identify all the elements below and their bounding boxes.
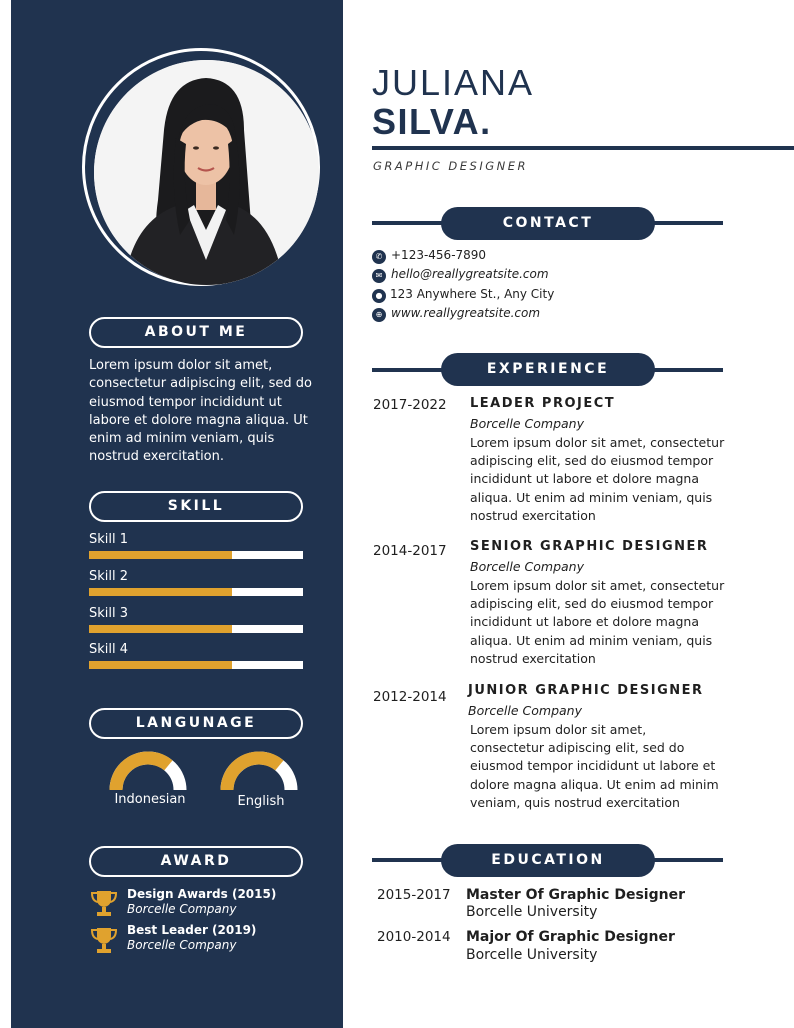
experience-years: 2014-2017: [373, 543, 447, 559]
globe-icon: ⊕: [372, 308, 386, 322]
experience-description: [470, 577, 760, 668]
education-years: 2010-2014: [377, 929, 451, 945]
education-school: Borcelle University: [466, 947, 598, 963]
last-name: SILVA.: [372, 101, 492, 142]
skill-bar: [89, 588, 303, 596]
about-line: enim ad minim veniam, quis: [89, 431, 275, 447]
experience-company: Borcelle Company: [470, 559, 585, 574]
language-gauge-fill: [116, 758, 168, 790]
experience-title: LEADER PROJECT: [470, 396, 616, 411]
about-line: eiusmod tempor incididunt ut: [89, 394, 282, 410]
description-line: dolore magna aliqua. Ut enim ad minim: [470, 776, 719, 792]
skill-heading: SKILL: [89, 491, 303, 522]
language-label: Indonesian: [114, 792, 186, 807]
about-heading: ABOUT ME: [89, 317, 303, 348]
description-line: adipiscing elit, sed do eiusmod tempor: [470, 453, 714, 469]
language-label: English: [237, 794, 285, 809]
about-line: Lorem ipsum dolor sit amet,: [89, 358, 273, 373]
description-line: incididunt ut labore et dolore magna: [470, 471, 699, 487]
award-title: Best Leader (2019): [127, 923, 257, 937]
skill-bar-fill: [89, 588, 232, 596]
experience-title: JUNIOR GRAPHIC DESIGNER: [468, 683, 704, 698]
about-text: [89, 357, 329, 467]
about-line: nostrud exercitation.: [89, 449, 225, 465]
description-line: eiusmod tempor incididunt ut labore et: [470, 758, 716, 774]
description-line: Lorem ipsum dolor sit amet,: [470, 722, 647, 737]
description-line: veniam, quis nostrud exercitation: [470, 794, 680, 810]
contact-phone[interactable]: +123-456-7890: [391, 248, 487, 262]
education-years: 2015-2017: [377, 887, 451, 903]
description-line: aliqua. Ut enim ad minim veniam, quis: [470, 489, 713, 505]
language-gauge: [108, 750, 188, 792]
description-line: Lorem ipsum dolor sit amet, consectetur: [470, 435, 725, 450]
language-gauge: [219, 750, 299, 792]
contact-email[interactable]: hello@reallygreatsite.com: [391, 267, 549, 281]
profile-photo: [94, 60, 319, 285]
location-icon: ●: [372, 289, 386, 303]
education-degree: Major Of Graphic Designer: [466, 929, 675, 945]
description-line: incididunt ut labore et dolore magna: [470, 614, 699, 630]
award-heading: AWARD: [89, 846, 303, 877]
experience-title: SENIOR GRAPHIC DESIGNER: [470, 539, 709, 554]
description-line: Lorem ipsum dolor sit amet, consectetur: [470, 578, 725, 593]
description-line: aliqua. Ut enim ad minim veniam, quis: [470, 632, 713, 648]
description-line: nostrud exercitation: [470, 650, 596, 666]
skill-bar: [89, 625, 303, 633]
education-heading: EDUCATION: [441, 844, 655, 877]
skill-label: Skill 2: [89, 569, 129, 584]
description-line: nostrud exercitation: [470, 507, 596, 523]
experience-years: 2012-2014: [373, 689, 447, 705]
skill-label: Skill 4: [89, 642, 129, 657]
trophy-icon: [89, 925, 119, 955]
experience-years: 2017-2022: [373, 397, 447, 413]
name-divider: [372, 146, 794, 150]
experience-company: Borcelle Company: [470, 416, 585, 431]
contact-website[interactable]: www.reallygreatsite.com: [391, 306, 541, 320]
skill-bar-fill: [89, 661, 232, 669]
about-line: consectetur adipiscing elit, sed do: [89, 376, 312, 392]
skill-bar-fill: [89, 551, 232, 559]
email-icon: ✉: [372, 269, 386, 283]
trophy-icon: [89, 888, 119, 918]
award-org: Borcelle Company: [127, 938, 237, 952]
description-line: adipiscing elit, sed do eiusmod tempor: [470, 596, 714, 612]
phone-icon: ✆: [372, 250, 386, 264]
language-gauge-fill: [227, 758, 279, 790]
skill-bar: [89, 661, 303, 669]
about-line: labore et dolore magna aliqua. Ut: [89, 412, 308, 428]
contact-address: 123 Anywhere St., Any City: [390, 287, 555, 301]
skill-label: Skill 3: [89, 606, 129, 621]
education-school: Borcelle University: [466, 904, 598, 920]
skill-label: Skill 1: [89, 532, 129, 547]
skill-bar: [89, 551, 303, 559]
experience-description: [470, 721, 760, 812]
language-heading: LANGUNAGE: [89, 708, 303, 739]
description-line: consectetur adipiscing elit, sed do: [470, 740, 685, 756]
skill-bar-fill: [89, 625, 232, 633]
education-degree: Master Of Graphic Designer: [466, 887, 685, 903]
job-role: GRAPHIC DESIGNER: [373, 159, 529, 173]
experience-heading: EXPERIENCE: [441, 353, 655, 386]
contact-heading: CONTACT: [441, 207, 655, 240]
award-title: Design Awards (2015): [127, 887, 277, 901]
experience-company: Borcelle Company: [468, 703, 583, 718]
experience-description: [470, 434, 760, 525]
award-org: Borcelle Company: [127, 902, 237, 916]
first-name: JULIANA: [372, 62, 535, 103]
